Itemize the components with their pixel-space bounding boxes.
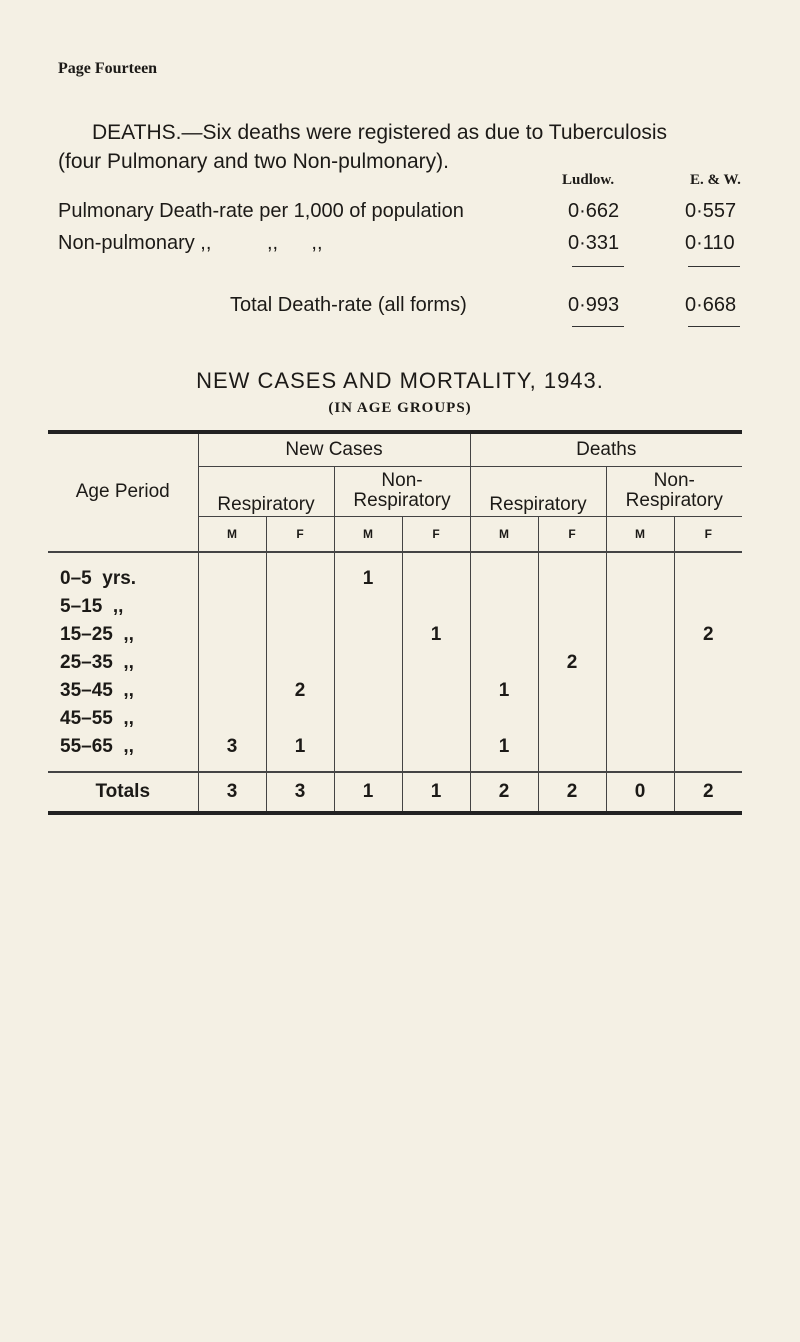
sex-header: F: [674, 516, 742, 552]
table-row: [48, 552, 742, 593]
value-cell: 1: [470, 677, 538, 705]
paragraph-line: (four Pulmonary and two Non-pulmonary).: [58, 150, 450, 173]
value-cell: 1: [334, 552, 402, 593]
table-row: [48, 649, 742, 677]
age-cell: 35–45 ,,: [60, 679, 134, 701]
table-row: [48, 593, 742, 621]
table-row: [48, 705, 742, 733]
total-cell: 2: [538, 772, 606, 813]
rate-ludlow: 0·331: [568, 232, 620, 254]
rate-ludlow: 0·662: [568, 200, 620, 222]
value-cell: 1: [470, 733, 538, 772]
sum-rule: [572, 326, 624, 327]
value-cell: [402, 649, 470, 677]
value-cell: [334, 733, 402, 772]
totals-label: Totals: [48, 772, 198, 813]
value-cell: [606, 705, 674, 733]
value-cell: [198, 705, 266, 733]
value-cell: [402, 552, 470, 593]
value-cell: [198, 677, 266, 705]
sex-header: M: [198, 516, 266, 552]
value-cell: [198, 593, 266, 621]
value-cell: [402, 733, 470, 772]
total-cell: 3: [266, 772, 334, 813]
value-cell: [606, 621, 674, 649]
value-cell: [674, 733, 742, 772]
total-cell: 2: [470, 772, 538, 813]
value-cell: [266, 552, 334, 593]
value-cell: [674, 649, 742, 677]
value-cell: [402, 705, 470, 733]
value-cell: 1: [266, 733, 334, 772]
value-cell: [470, 705, 538, 733]
total-cell: 1: [402, 772, 470, 813]
subgroup-header: Respiratory: [470, 466, 606, 516]
age-cell: 45–55 ,,: [60, 707, 134, 729]
value-cell: [470, 593, 538, 621]
value-cell: [266, 621, 334, 649]
total-cell: 3: [198, 772, 266, 813]
sum-rule: [572, 266, 624, 267]
sum-rule: [688, 326, 740, 327]
age-cell: 0–5 yrs.: [60, 567, 137, 589]
value-cell: [470, 621, 538, 649]
sex-header: M: [606, 516, 674, 552]
value-cell: 1: [402, 621, 470, 649]
subgroup-header: Respiratory: [198, 466, 334, 516]
value-cell: 3: [198, 733, 266, 772]
rate-ew: 0·668: [685, 294, 737, 316]
value-cell: [470, 552, 538, 593]
value-cell: [538, 733, 606, 772]
subgroup-header: Non- Respiratory: [334, 466, 470, 516]
age-cell: 5–15 ,,: [60, 595, 124, 617]
value-cell: [334, 705, 402, 733]
value-cell: [674, 677, 742, 705]
value-cell: [606, 593, 674, 621]
value-cell: 2: [674, 621, 742, 649]
age-groups-table: [48, 430, 742, 815]
value-cell: [606, 552, 674, 593]
value-cell: [266, 705, 334, 733]
age-cell: 15–25 ,,: [60, 623, 134, 645]
value-cell: [538, 621, 606, 649]
paragraph-line: DEATHS.—Six deaths were registered as due to Tuberculosis: [92, 121, 668, 144]
group-header: Deaths: [470, 432, 742, 466]
table-row: [48, 677, 742, 705]
value-cell: [606, 677, 674, 705]
page-label: Page Fourteen: [58, 60, 158, 77]
value-cell: [470, 649, 538, 677]
section-subheading: (IN AGE GROUPS): [328, 400, 472, 416]
value-cell: [402, 593, 470, 621]
rate-ew: 0·557: [685, 200, 737, 222]
age-cell: 25–35 ,,: [60, 651, 134, 673]
value-cell: [266, 593, 334, 621]
rate-label: Total Death-rate (all forms): [230, 294, 467, 316]
value-cell: [674, 705, 742, 733]
sex-header: F: [402, 516, 470, 552]
group-header: New Cases: [198, 432, 470, 466]
value-cell: [266, 649, 334, 677]
sex-header: F: [266, 516, 334, 552]
age-cell: 55–65 ,,: [60, 735, 134, 757]
value-cell: [674, 593, 742, 621]
value-cell: 2: [538, 649, 606, 677]
col-ludlow: Ludlow.: [562, 172, 615, 188]
value-cell: [334, 649, 402, 677]
table-row: [48, 621, 742, 649]
subgroup-header: Non- Respiratory: [606, 466, 742, 516]
total-cell: 2: [674, 772, 742, 813]
value-cell: 2: [266, 677, 334, 705]
value-cell: [334, 593, 402, 621]
table-row: [48, 733, 742, 772]
total-cell: 1: [334, 772, 402, 813]
rate-ew: 0·110: [685, 232, 735, 254]
value-cell: [198, 552, 266, 593]
value-cell: [198, 621, 266, 649]
value-cell: [538, 552, 606, 593]
sex-header: F: [538, 516, 606, 552]
total-cell: 0: [606, 772, 674, 813]
rate-label: Non-pulmonary ,, ,, ,,: [58, 232, 323, 254]
value-cell: [538, 593, 606, 621]
value-cell: [538, 705, 606, 733]
rate-ludlow: 0·993: [568, 294, 620, 316]
section-heading: NEW CASES AND MORTALITY, 1943.: [196, 368, 604, 393]
value-cell: [606, 649, 674, 677]
value-cell: [538, 677, 606, 705]
value-cell: [402, 677, 470, 705]
deaths-paragraph: [58, 118, 667, 176]
sex-header: M: [470, 516, 538, 552]
value-cell: [198, 649, 266, 677]
value-cell: [606, 733, 674, 772]
value-cell: [674, 552, 742, 593]
age-period-header: Age Period: [48, 432, 198, 552]
value-cell: [334, 677, 402, 705]
rate-label: Pulmonary Death-rate per 1,000 of population: [58, 200, 464, 222]
col-ew: E. & W.: [690, 172, 741, 188]
sum-rule: [688, 266, 740, 267]
sex-header: M: [334, 516, 402, 552]
value-cell: [334, 621, 402, 649]
